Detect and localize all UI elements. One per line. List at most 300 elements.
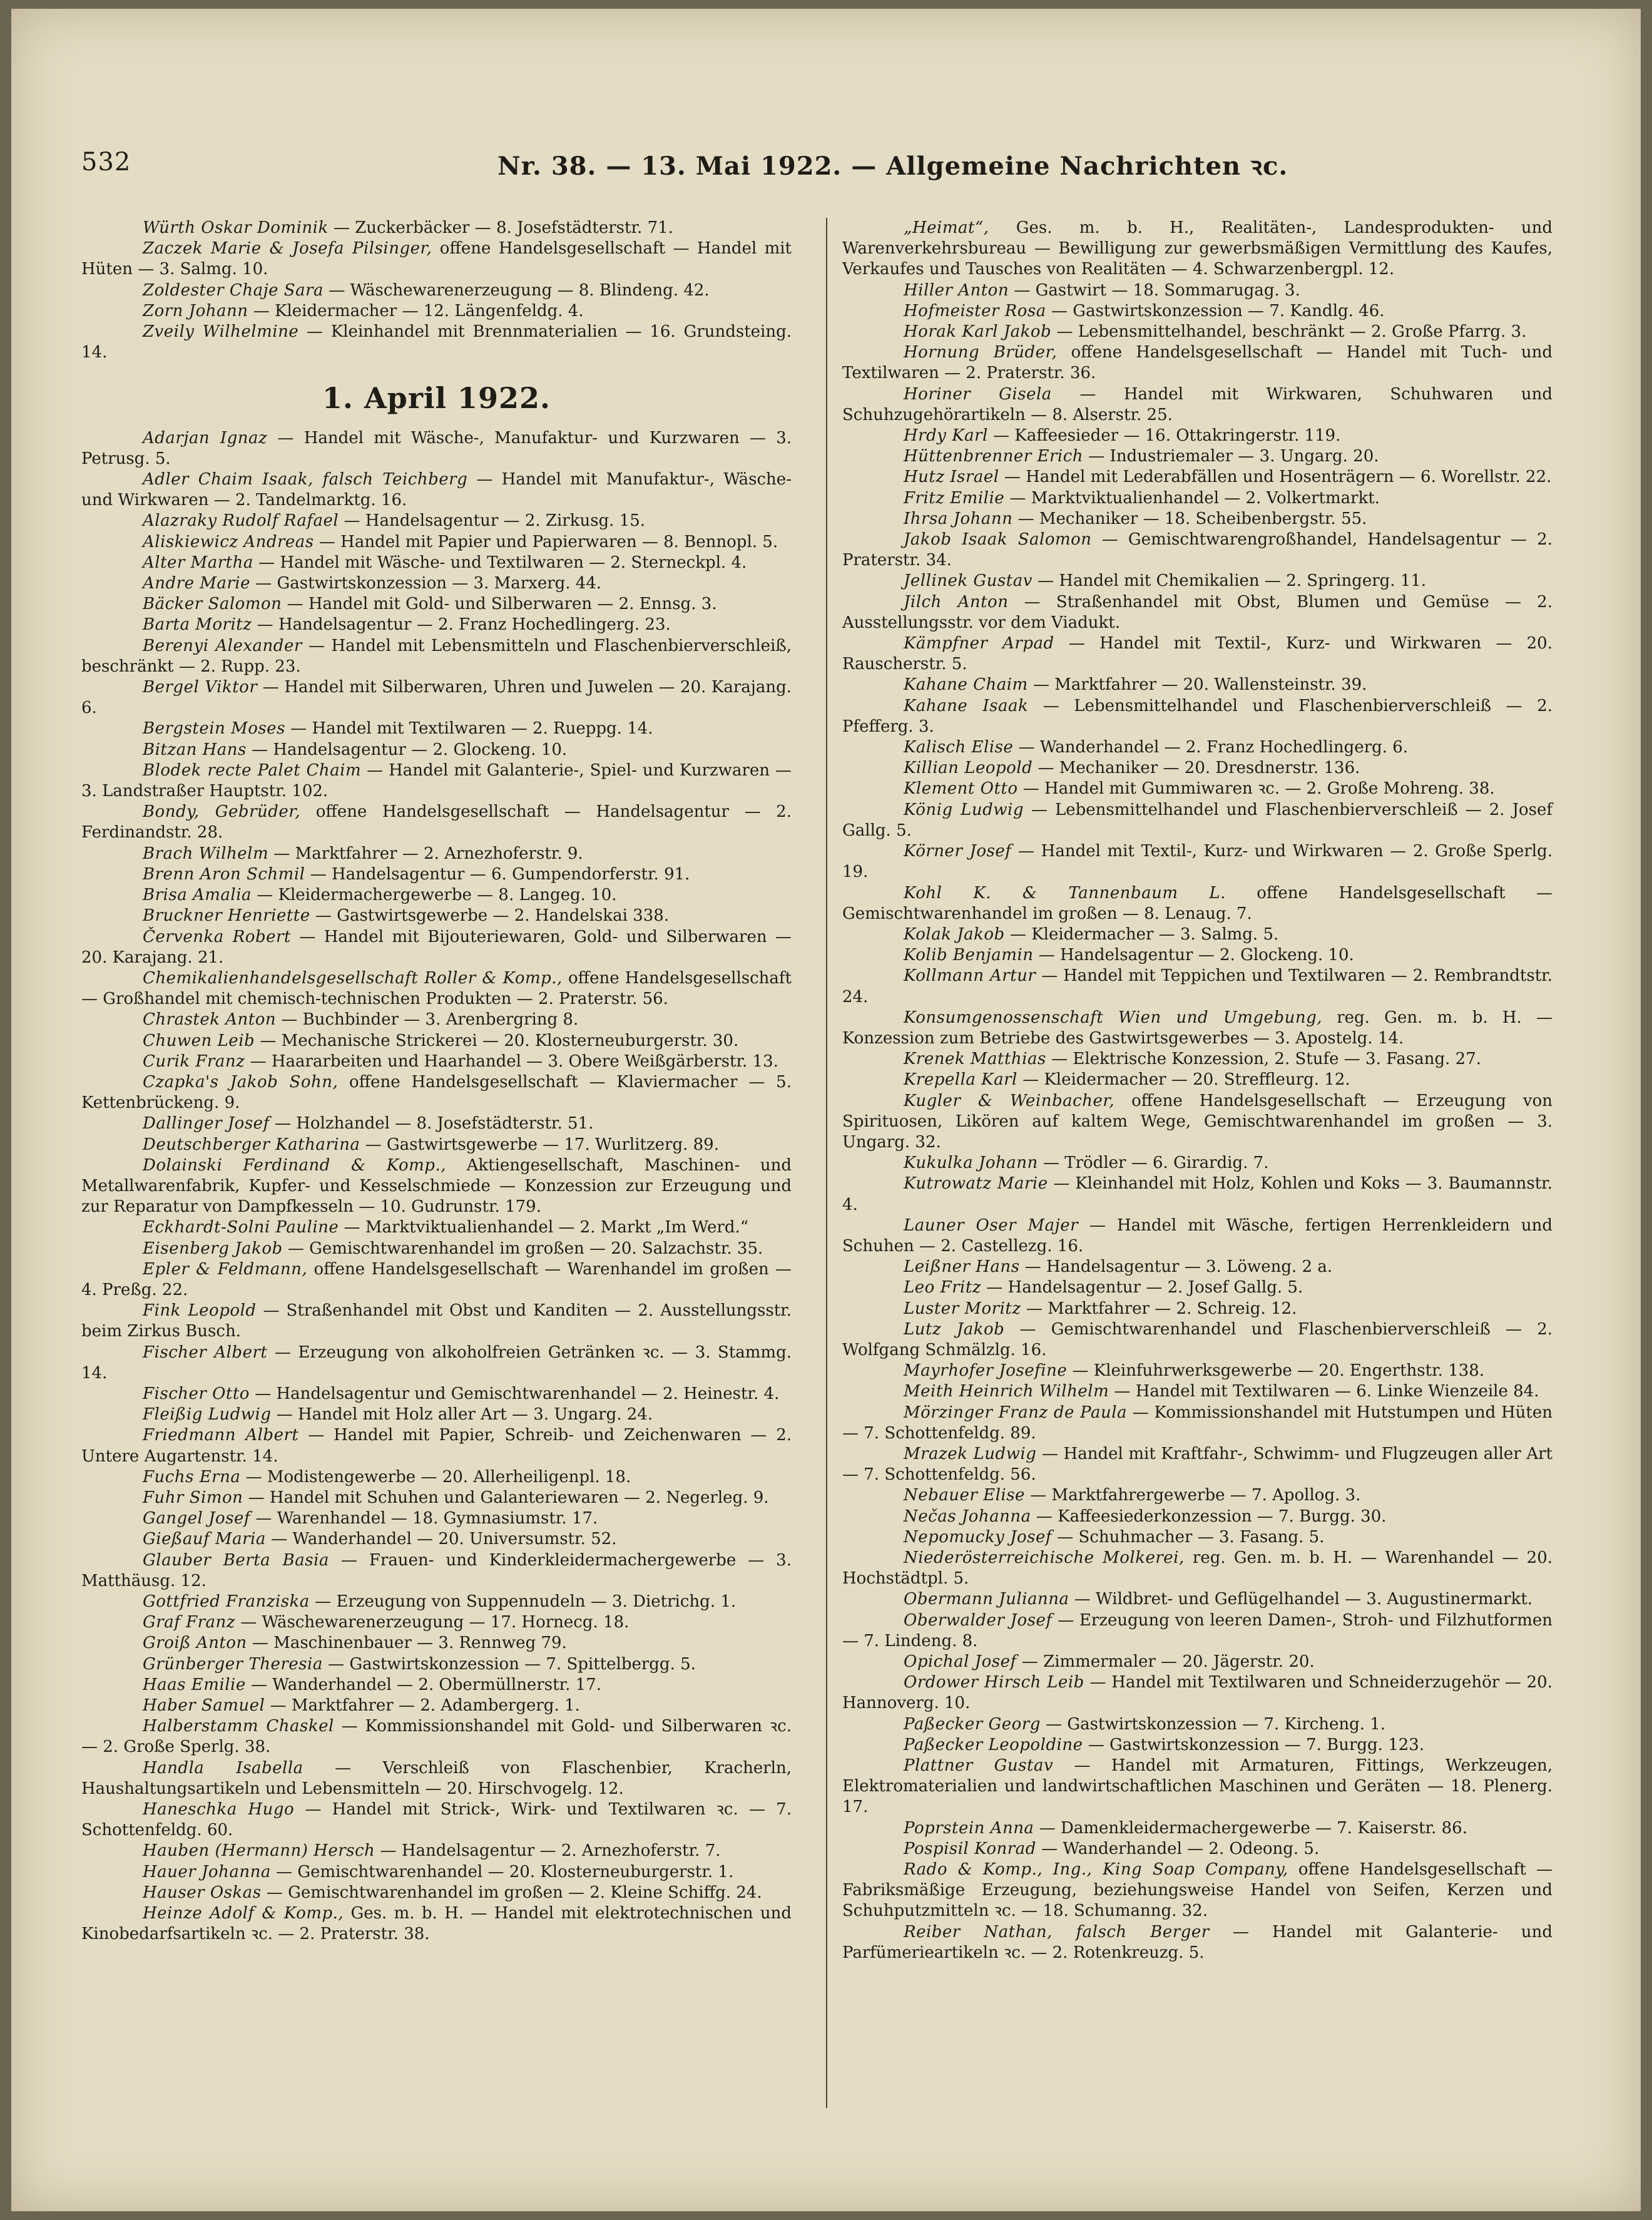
register-entry <box>81 1467 792 1488</box>
register-entry <box>81 1488 792 1508</box>
entry-text: — Marktfahrergewerbe — 7. Apollog. 3. <box>1024 1486 1361 1505</box>
entry-name: Kollmann Artur <box>904 966 1036 986</box>
register-entry <box>842 924 1553 945</box>
entry-text: — Marktviktualienhandel — 2. Volkertmarkt. <box>1004 488 1380 508</box>
entry-text: — Kaffeesieder — 16. Ottakringerstr. 119. <box>987 426 1341 446</box>
register-entry <box>81 740 792 760</box>
entry-text: — Marktfahrer — 2. Schreig. 12. <box>1021 1299 1297 1318</box>
register-entry <box>81 428 792 469</box>
entry-text: — Kommissionshandel mit Gold- und Silberwaren ꝛc. — 2. Große Sperlg. 38. <box>81 1717 792 1757</box>
entry-name: Kolak Jakob <box>904 924 1005 944</box>
left-column <box>81 218 792 1945</box>
entry-name: Czapka's Jakob Sohn, <box>143 1072 339 1092</box>
entry-name: Bäcker Salomon <box>143 595 282 614</box>
entry-name: Brisa Amalia <box>143 886 252 905</box>
entry-text: — Handel mit Galanterie- und Parfümerieartikeln ꝛc. — 2. Rotenkreuzg. 5. <box>842 1922 1553 1962</box>
register-entry <box>81 280 792 301</box>
entry-text: — Wäschewarenerzeugung — 8. Blindeng. 42. <box>324 280 710 300</box>
entry-text: — Holzhandel — 8. Josefstädterstr. 51. <box>269 1114 594 1133</box>
register-entry <box>842 1527 1553 1548</box>
register-entry <box>842 1319 1553 1361</box>
register-entry <box>81 885 792 906</box>
entry-name: Kugler & Weinbacher, <box>904 1091 1115 1110</box>
entry-name: Fink Leopold <box>143 1301 257 1321</box>
entry-text: — Lebensmittelhandel, beschränkt — 2. Große Pfarrg. 3. <box>1051 322 1527 342</box>
entry-text: — Marktfahrer — 20. Wallensteinstr. 39. <box>1027 675 1367 695</box>
entry-name: Gottfried Franziska <box>143 1592 310 1611</box>
register-entry <box>81 1425 792 1466</box>
register-entry <box>81 511 792 531</box>
entry-text: — Handel mit Wäsche-, Manufaktur- und Kurzwaren — 3. Petrusg. 5. <box>81 428 792 468</box>
newspaper-page <box>11 9 1641 2211</box>
entry-text: — Handel mit Holz aller Art — 3. Ungarg. 24. <box>271 1405 653 1425</box>
entry-name: Kalisch Elise <box>904 738 1014 757</box>
entry-name: Rado & Komp., Ing., King Soap Company, <box>904 1860 1288 1880</box>
entry-name: Fuchs Erna <box>143 1467 241 1486</box>
register-entry <box>842 509 1553 529</box>
entry-text: — Kleinfuhrwerksgewerbe — 20. Engerthstr. 138. <box>1067 1361 1485 1381</box>
register-entry <box>81 1239 792 1259</box>
register-entry <box>842 1589 1553 1610</box>
entry-text: — Wanderhandel — 2. Odeong. 5. <box>1036 1839 1320 1858</box>
entry-text: offene Handelsgesellschaft — Großhandel mit chemisch-technischen Produkten — 2. Praterstr. 56. <box>81 968 792 1009</box>
entry-name: Luster Moritz <box>904 1299 1021 1318</box>
entry-text: — Kleidermachergewerbe — 8. Langeg. 10. <box>252 886 617 905</box>
entry-text: Aktiengesellschaft, Maschinen- und Metallwarenfabrik, Kupfer- und Kesselschmiede — Konzession zur Erzeugung und zur Reparatur von Dampfkesseln — 10. Gudrunstr. 179. <box>81 1155 792 1217</box>
register-entry <box>842 737 1553 758</box>
entry-text: — Wanderhandel — 2. Obermüllnerstr. 17. <box>245 1675 601 1694</box>
entry-text: — Verschleiß von Flaschenbier, Kracherln, Haushaltungsartikeln und Lebensmitteln — 20. Hirschvogelg. 12. <box>81 1758 792 1798</box>
register-entry <box>81 1072 792 1113</box>
entry-name: Hornung Brüder, <box>904 343 1058 362</box>
register-entry <box>81 864 792 885</box>
entry-name: Blodek recte Palet Chaim <box>143 760 362 780</box>
entry-text: — Lebensmittelhandel und Flaschenbierverschleiß — 2. Josef Gallg. 5. <box>842 800 1553 840</box>
register-entry <box>81 1051 792 1072</box>
entry-name: Körner Josef <box>904 842 1012 861</box>
entry-text: — Marktviktualienhandel — 2. Markt „Im Werd.“ <box>339 1218 749 1237</box>
entry-text: — Gemischtwarenhandel — 20. Klosterneuburgerstr. 1. <box>270 1862 734 1881</box>
entry-name: Dallinger Josef <box>143 1114 270 1133</box>
entry-text: — Gastwirtskonzession — 7. Burgg. 123. <box>1083 1735 1425 1754</box>
entry-name: Eckhardt-Solni Pauline <box>143 1218 339 1237</box>
entry-text: — Kleidermacher — 20. Streffleurg. 12. <box>1017 1070 1350 1090</box>
register-entry <box>81 906 792 926</box>
entry-name: Haas Emilie <box>143 1675 246 1694</box>
entry-text: — Wäschewarenerzeugung — 17. Hornecg. 18. <box>235 1613 630 1632</box>
entry-name: Hauser Oskas <box>143 1883 262 1902</box>
register-entry <box>842 1735 1553 1756</box>
entry-text: — Kleidermacher — 12. Längenfeldg. 4. <box>248 301 584 320</box>
register-entry <box>842 1215 1553 1257</box>
entry-text: reg. Gen. m. b. H. — Warenhandel — 20. Hochstädtpl. 5. <box>842 1548 1553 1588</box>
entry-text: — Handel mit Armaturen, Fittings, Werkzeugen, Elektromaterialien und landwirtschaftlichen Maschinen und Geräten — 18. Plenerg. 17. <box>842 1756 1553 1817</box>
entry-text: — Straßenhandel mit Obst, Blumen und Gemüse — 2. Ausstellungsstr. vor dem Viadukt. <box>842 592 1553 632</box>
entry-text: — Handel mit Papier und Papierwaren — 8. Bennopl. 5. <box>314 532 778 551</box>
entry-name: Zoldester Chaje Sara <box>143 280 324 300</box>
entry-name: Mrazek Ludwig <box>904 1444 1037 1463</box>
register-entry <box>81 1135 792 1155</box>
entry-name: Pospisil Konrad <box>904 1839 1036 1858</box>
register-entry <box>81 1675 792 1696</box>
entry-name: Opichal Josef <box>904 1652 1017 1672</box>
register-entry <box>842 966 1553 1007</box>
register-entry <box>842 779 1553 799</box>
entry-text: — Haararbeiten und Haarhandel — 3. Obere Weißgärberstr. 13. <box>245 1051 778 1071</box>
entry-text: — Handel mit Chemikalien — 2. Springerg. 11. <box>1032 571 1427 591</box>
entry-name: Leißner Hans <box>904 1257 1020 1277</box>
entry-name: Haneschka Hugo <box>143 1800 295 1819</box>
entry-name: Würth Oskar Dominik <box>143 218 329 237</box>
entry-text: — Handelsagentur und Gemischtwarenhandel — 2. Heinestr. 4. <box>249 1384 780 1403</box>
register-entry <box>842 592 1553 633</box>
entry-text: — Wanderhandel — 20. Universumstr. 52. <box>265 1530 617 1549</box>
register-entry <box>842 1070 1553 1090</box>
register-entry <box>842 696 1553 737</box>
entry-name: Konsumgenossenschaft Wien und Umgebung, <box>904 1008 1322 1027</box>
entry-name: „Heimat“, <box>904 218 989 237</box>
entry-name: Chemikalienhandelsgesellschaft Roller & Komp., <box>143 968 563 988</box>
entry-name: Fritz Emilie <box>904 488 1005 508</box>
entry-name: Bergstein Moses <box>143 719 285 739</box>
entry-text: — Handel mit Textilwaren — 6. Linke Wienzeile 84. <box>1109 1382 1539 1401</box>
register-entry <box>81 1841 792 1861</box>
register-entry <box>842 1174 1553 1215</box>
entry-name: Jilch Anton <box>904 592 1009 611</box>
register-entry <box>81 636 792 677</box>
entry-text: — Handel mit Papier, Schreib- und Zeichenwaren — 2. Untere Augartenstr. 14. <box>81 1426 792 1466</box>
entry-text: — Maschinenbauer — 3. Rennweg 79. <box>247 1634 567 1653</box>
entry-name: Paßecker Georg <box>904 1714 1041 1734</box>
entry-name: Killian Leopold <box>904 759 1033 778</box>
entry-text: — Handel mit Galanterie-, Spiel- und Kurzwaren — 3. Landstraßer Hauptstr. 102. <box>81 760 792 801</box>
entry-name: Kutrowatz Marie <box>904 1174 1048 1194</box>
register-entry <box>842 1672 1553 1714</box>
entry-name: Kohl K. & Tannenbaum L. <box>904 883 1226 903</box>
entry-name: Nebauer Elise <box>904 1486 1025 1505</box>
register-entry <box>81 719 792 739</box>
entry-name: Fuhr Simon <box>143 1488 243 1507</box>
entry-name: Haber Samuel <box>143 1696 265 1716</box>
register-entry <box>81 1903 792 1945</box>
entry-name: Fleißig Ludwig <box>143 1405 272 1425</box>
entry-name: Fischer Albert <box>143 1343 268 1362</box>
entry-text: — Handel mit Wäsche, fertigen Herrenkleidern und Schuhen — 2. Castellezg. 16. <box>842 1215 1553 1256</box>
entry-name: Kolib Benjamin <box>904 946 1034 965</box>
entry-text: — Erzeugung von leeren Damen-, Stroh- und Filzhutformen — 7. Lindeng. 8. <box>842 1610 1553 1650</box>
entry-text: — Damenkleidermachergewerbe — 7. Kaiserstr. 86. <box>1034 1818 1467 1838</box>
register-entry <box>81 1633 792 1654</box>
entry-text: — Kaffeesiederkonzession — 7. Burgg. 30. <box>1031 1506 1387 1526</box>
entry-name: Alter Martha <box>143 553 253 572</box>
entry-text: — Gemischtwarengroßhandel, Handelsagentur — 2. Praterstr. 34. <box>842 530 1553 570</box>
entry-name: Dolainski Ferdinand & Komp., <box>143 1155 446 1175</box>
register-entry <box>81 218 792 238</box>
entry-name: Mörzinger Franz de Paula <box>904 1403 1128 1422</box>
entry-name: Gießauf Maria <box>143 1530 266 1549</box>
entry-name: Groiß Anton <box>143 1634 247 1653</box>
entry-name: Oberwalder Josef <box>904 1610 1053 1630</box>
entry-name: Eisenberg Jakob <box>143 1239 283 1258</box>
register-entry <box>81 968 792 1010</box>
register-entry <box>81 927 792 968</box>
register-entry <box>81 1862 792 1883</box>
entry-name: Handla Isabella <box>143 1758 303 1778</box>
entry-text: — Handel mit Kraftfahr-, Schwimm- und Flugzeugen aller Art — 7. Schottenfeldg. 56. <box>842 1444 1553 1485</box>
register-entry <box>842 322 1553 342</box>
entry-name: Graf Franz <box>143 1613 235 1632</box>
entry-text: — Industriemaler — 3. Ungarg. 20. <box>1083 447 1379 466</box>
register-entry <box>842 1922 1553 1963</box>
register-entry <box>842 1652 1553 1672</box>
entry-name: Brach Wilhelm <box>143 844 269 863</box>
entry-text: — Gemischtwarenhandel im großen — 20. Salzachstr. 35. <box>282 1239 763 1258</box>
entry-name: Hiller Anton <box>904 280 1009 300</box>
entry-name: Ordower Hirsch Leib <box>904 1673 1084 1692</box>
entry-text: — Gemischtwarenhandel und Flaschenbierverschleiß — 2. Wolfgang Schmälzlg. 16. <box>842 1319 1553 1359</box>
entry-name: Barta Moritz <box>143 615 252 635</box>
register-entry <box>842 426 1553 446</box>
column-divider <box>826 218 827 2108</box>
register-entry <box>81 1696 792 1716</box>
page-header <box>81 148 1571 185</box>
section-date-heading: 1. April 1922. <box>322 381 551 416</box>
register-entry <box>842 1610 1553 1652</box>
register-entry <box>81 469 792 511</box>
register-entry <box>842 1506 1553 1527</box>
entry-name: Hutz Israel <box>904 468 999 487</box>
register-entry <box>842 571 1553 591</box>
entry-name: Leo Fritz <box>904 1278 982 1297</box>
entry-name: Fischer Otto <box>143 1384 250 1403</box>
register-entry <box>842 1756 1553 1818</box>
entry-text: — Wildbret- und Geflügelhandel — 3. Augustinermarkt. <box>1069 1590 1533 1609</box>
register-entry <box>842 1299 1553 1319</box>
entry-name: Adarjan Ignaz <box>143 428 268 448</box>
entry-text: — Zuckerbäcker — 8. Josefstädterstr. 71. <box>328 218 673 237</box>
register-entry <box>842 1257 1553 1277</box>
register-entry <box>81 1010 792 1030</box>
entry-text: — Handelsagentur — 2. Franz Hochedlingerg. 23. <box>252 615 671 635</box>
entry-name: Hrdy Karl <box>904 426 988 446</box>
register-entry <box>842 1818 1553 1839</box>
register-entry <box>842 883 1553 924</box>
entry-text: — Gastwirtskonzession — 7. Spittelbergg. 5. <box>322 1654 696 1674</box>
page-number: 532 <box>81 148 131 176</box>
register-entry <box>842 1277 1553 1298</box>
entry-name: Zorn Johann <box>143 301 248 320</box>
entry-name: Glauber Berta Basia <box>143 1550 329 1570</box>
entry-name: König Ludwig <box>904 800 1024 819</box>
entry-name: Paßecker Leopoldine <box>904 1735 1083 1754</box>
entry-text: — Gemischtwarenhandel im großen — 2. Kleine Schiffg. 24. <box>261 1883 762 1902</box>
entry-name: Adler Chaim Isaak, falsch Teichberg <box>143 470 468 489</box>
register-entry <box>842 675 1553 695</box>
entry-name: Deutschberger Katharina <box>143 1135 360 1154</box>
register-entry <box>81 1654 792 1675</box>
register-entry <box>81 1031 792 1051</box>
entry-text: — Handel mit Textil-, Kurz- und Wirkwaren — 20. Rauscherstr. 5. <box>842 634 1553 674</box>
entry-text: — Kommissionshandel mit Hutstumpen und Hüten — 7. Schottenfeldg. 89. <box>842 1403 1553 1443</box>
register-entry <box>842 633 1553 675</box>
register-entry <box>81 1155 792 1218</box>
register-entry <box>842 1444 1553 1485</box>
register-entry <box>81 760 792 802</box>
entry-text: reg. Gen. m. b. H. — Konzession zum Betriebe des Gastwirtsgewerbes — 3. Apostelg. 14. <box>842 1008 1553 1048</box>
entry-text: — Gastwirtskonzession — 7. Kircheng. 1. <box>1040 1714 1386 1734</box>
entry-text: — Handel mit Textil-, Kurz- und Wirkwaren — 2. Große Sperlg. 19. <box>842 842 1553 882</box>
entry-name: Curik Franz <box>143 1051 245 1071</box>
register-entry <box>842 342 1553 384</box>
register-entry <box>842 529 1553 571</box>
register-entry <box>81 573 792 594</box>
register-entry <box>842 1839 1553 1859</box>
register-entry <box>842 384 1553 426</box>
entry-text: — Handelsagentur — 2. Arnezhoferstr. 7. <box>375 1841 721 1861</box>
entry-text: offene Handelsgesellschaft — Handel mit Tuch- und Textilwaren — 2. Praterstr. 36. <box>842 343 1553 383</box>
register-entry <box>81 1217 792 1238</box>
register-entry <box>81 532 792 553</box>
register-entry <box>842 800 1553 841</box>
entry-text: — Frauen- und Kinderkleidermachergewerbe — 3. Matthäusg. 12. <box>81 1550 792 1590</box>
entry-text: — Marktfahrer — 2. Adambergerg. 1. <box>265 1696 580 1716</box>
entry-text: — Handel mit Manufaktur-, Wäsche- und Wirkwaren — 2. Tandelmarktg. 16. <box>81 470 792 510</box>
entry-text: offene Handelsgesellschaft — Erzeugung von Spirituosen, Likören auf kaltem Wege, Gemischtwarenhandel im großen — 3. Ungarg. 32. <box>842 1091 1553 1152</box>
entry-name: Kämpfner Arpad <box>904 634 1054 653</box>
register-entry <box>842 1403 1553 1444</box>
entry-name: Červenka Robert <box>143 927 291 946</box>
entry-name: Niederösterreichische Molkerei, <box>904 1548 1185 1567</box>
entry-text: — Warenhandel — 18. Gymnasiumstr. 17. <box>250 1509 598 1528</box>
register-entry <box>81 1592 792 1612</box>
entry-text: — Handel mit Bijouteriewaren, Gold- und Silberwaren — 20. Karajang. 21. <box>81 927 792 967</box>
entry-text: — Schuhmacher — 3. Fasang. 5. <box>1052 1527 1325 1547</box>
entry-name: Chuwen Leib <box>143 1031 255 1050</box>
entry-text: — Mechaniker — 18. Scheibenbergstr. 55. <box>1012 509 1367 528</box>
entry-text: — Marktfahrer — 2. Arnezhoferstr. 9. <box>268 844 583 863</box>
entry-name: Berenyi Alexander <box>143 636 302 655</box>
entry-text: — Gastwirtskonzession — 7. Kandlg. 46. <box>1046 301 1385 320</box>
entry-name: Bitzan Hans <box>143 740 247 759</box>
entry-text: — Straßenhandel mit Obst und Kanditen — 2. Ausstellungsstr. beim Zirkus Busch. <box>81 1301 792 1341</box>
entry-name: Friedmann Albert <box>143 1426 299 1445</box>
entry-name: Kahane Isaak <box>904 696 1029 715</box>
entry-name: Andre Marie <box>143 574 250 593</box>
register-entry <box>842 301 1553 322</box>
entry-text: — Handel mit Gummiwaren ꝛc. — 2. Große Mohreng. 38. <box>1017 779 1495 799</box>
entry-name: Klement Otto <box>904 779 1018 799</box>
entry-text: offene Handelsgesellschaft — Warenhandel im großen — 4. Preßg. 22. <box>81 1259 792 1299</box>
entry-text: — Lebensmittelhandel und Flaschenbierverschleiß — 2. Pfefferg. 3. <box>842 696 1553 736</box>
entry-text: Ges. m. b. H. — Handel mit elektrotechnischen und Kinobedarfsartikeln ꝛc. — 2. Praterstr. 38. <box>81 1904 792 1944</box>
entry-text: — Handelsagentur — 2. Zirkusg. 15. <box>339 511 646 531</box>
register-entry <box>81 1259 792 1301</box>
register-entry <box>842 1381 1553 1402</box>
entry-name: Poprstein Anna <box>904 1818 1034 1838</box>
entry-name: Bruckner Henriette <box>143 906 310 926</box>
register-entry <box>81 1384 792 1404</box>
register-entry <box>842 446 1553 467</box>
entry-name: Mayrhofer Josefine <box>904 1361 1068 1381</box>
register-entry <box>81 1508 792 1529</box>
entry-text: — Gastwirtsgewerbe — 2. Handelskai 338. <box>310 906 670 926</box>
entry-name: Reiber Nathan, falsch Berger <box>904 1922 1210 1941</box>
entry-name: Bondy, Gebrüder, <box>143 802 301 822</box>
register-entry <box>81 802 792 843</box>
entry-text: offene Handelsgesellschaft — Handelsagentur — 2. Ferdinandstr. 28. <box>81 802 792 842</box>
entry-text: — Zimmermaler — 20. Jägerstr. 20. <box>1016 1652 1315 1672</box>
entry-name: Plattner Gustav <box>904 1756 1054 1776</box>
entry-text: Ges. m. b. H., Realitäten-, Landesprodukten- und Warenverkehrsbureau — Bewilligung zur gewerbsmäßigen Vermittlung des Kaufes, Verkaufes und Tausches von Realitäten — 4. Schwarzenbergpl. 12. <box>842 218 1553 279</box>
entry-text: — Mechanische Strickerei — 20. Klosterneuburgerstr. 30. <box>255 1031 739 1050</box>
entry-name: Ihrsa Johann <box>904 509 1013 528</box>
register-entry <box>81 1529 792 1550</box>
entry-text: — Handel mit Textilwaren und Schneiderzugehör — 20. Hannoverg. 10. <box>842 1673 1553 1713</box>
entry-name: Obermann Julianna <box>904 1590 1069 1609</box>
entry-name: Krenek Matthias <box>904 1050 1046 1069</box>
register-entry <box>842 280 1553 301</box>
entry-text: — Gastwirtsgewerbe — 17. Wurlitzerg. 89. <box>360 1135 719 1154</box>
register-entry <box>842 1049 1553 1070</box>
entry-text: — Erzeugung von Suppennudeln — 3. Dietrichg. 1. <box>309 1592 737 1611</box>
register-entry <box>81 1883 792 1903</box>
register-entry <box>81 553 792 573</box>
entry-text: — Mechaniker — 20. Dresdnerstr. 136. <box>1032 759 1360 778</box>
register-entry <box>81 1716 792 1757</box>
entry-name: Hüttenbrenner Erich <box>904 447 1084 466</box>
entry-text: — Handel mit Lederabfällen und Hosenträgern — 6. Worellstr. 22. <box>999 468 1552 487</box>
register-entry <box>842 1153 1553 1174</box>
register-entry <box>842 467 1553 488</box>
register-entry <box>81 322 792 363</box>
register-entry <box>842 1548 1553 1589</box>
entry-name: Alazraky Rudolf Rafael <box>143 511 339 531</box>
entry-name: Brenn Aron Schmil <box>143 864 305 884</box>
entry-text: offene Handelsgesellschaft — Gemischtwarenhandel im großen — 8. Lenaug. 7. <box>842 883 1553 923</box>
entry-text: — Handel mit Strick-, Wirk- und Textilwaren ꝛc. — 7. Schottenfeldg. 60. <box>81 1800 792 1840</box>
entry-name: Zveily Wilhelmine <box>143 322 299 342</box>
register-entry <box>81 844 792 864</box>
register-entry <box>81 1550 792 1592</box>
register-entry <box>81 594 792 615</box>
entry-text: — Handel mit Wäsche- und Textilwaren — 2. Sterneckpl. 4. <box>253 553 747 572</box>
entry-text: — Handel mit Textilwaren — 2. Rueppg. 14. <box>285 719 653 739</box>
register-entry <box>81 615 792 635</box>
entry-text: — Modistengewerbe — 20. Allerheiligenpl. 18. <box>240 1467 631 1486</box>
entry-text: — Kleinhandel mit Brennmaterialien — 16. Grundsteing. 14. <box>81 322 792 362</box>
entry-name: Gangel Josef <box>143 1509 251 1528</box>
entry-text: — Handelsagentur — 6. Gumpendorferstr. 91. <box>305 864 690 884</box>
entry-text: offene Handelsgesellschaft — Klaviermacher — 5. Kettenbrückeng. 9. <box>81 1072 792 1113</box>
entry-text: — Kleidermacher — 3. Salmg. 5. <box>1004 924 1279 944</box>
entry-text: — Handel mit Wirkwaren, Schuhwaren und Schuhzugehörartikeln — 8. Alserstr. 25. <box>842 384 1553 424</box>
register-entry <box>81 1343 792 1384</box>
register-entry <box>842 758 1553 779</box>
entry-name: Hofmeister Rosa <box>904 301 1046 320</box>
entry-text: offene Handelsgesellschaft — Fabriksmäßige Erzeugung, beziehungsweise Handel von Seifen, Kerzen und Schuhputzmitteln ꝛc. — 18. Schumanng. 32. <box>842 1860 1553 1921</box>
entry-name: Epler & Feldmann, <box>143 1259 308 1279</box>
entry-name: Aliskiewicz Andreas <box>143 532 314 551</box>
entry-name: Hauer Johanna <box>143 1862 271 1881</box>
entry-name: Kahane Chaim <box>904 675 1028 695</box>
entry-name: Grünberger Theresia <box>143 1654 323 1674</box>
entry-name: Kukulka Johann <box>904 1153 1038 1173</box>
entry-name: Nepomucky Josef <box>904 1527 1053 1547</box>
entry-text: — Handelsagentur — 2. Josef Gallg. 5. <box>981 1278 1303 1297</box>
entry-text: — Gastwirtskonzession — 3. Marxerg. 44. <box>250 574 602 593</box>
right-column <box>842 218 1553 1963</box>
entry-text: — Handelsagentur — 3. Löweng. 2 a. <box>1019 1257 1333 1277</box>
